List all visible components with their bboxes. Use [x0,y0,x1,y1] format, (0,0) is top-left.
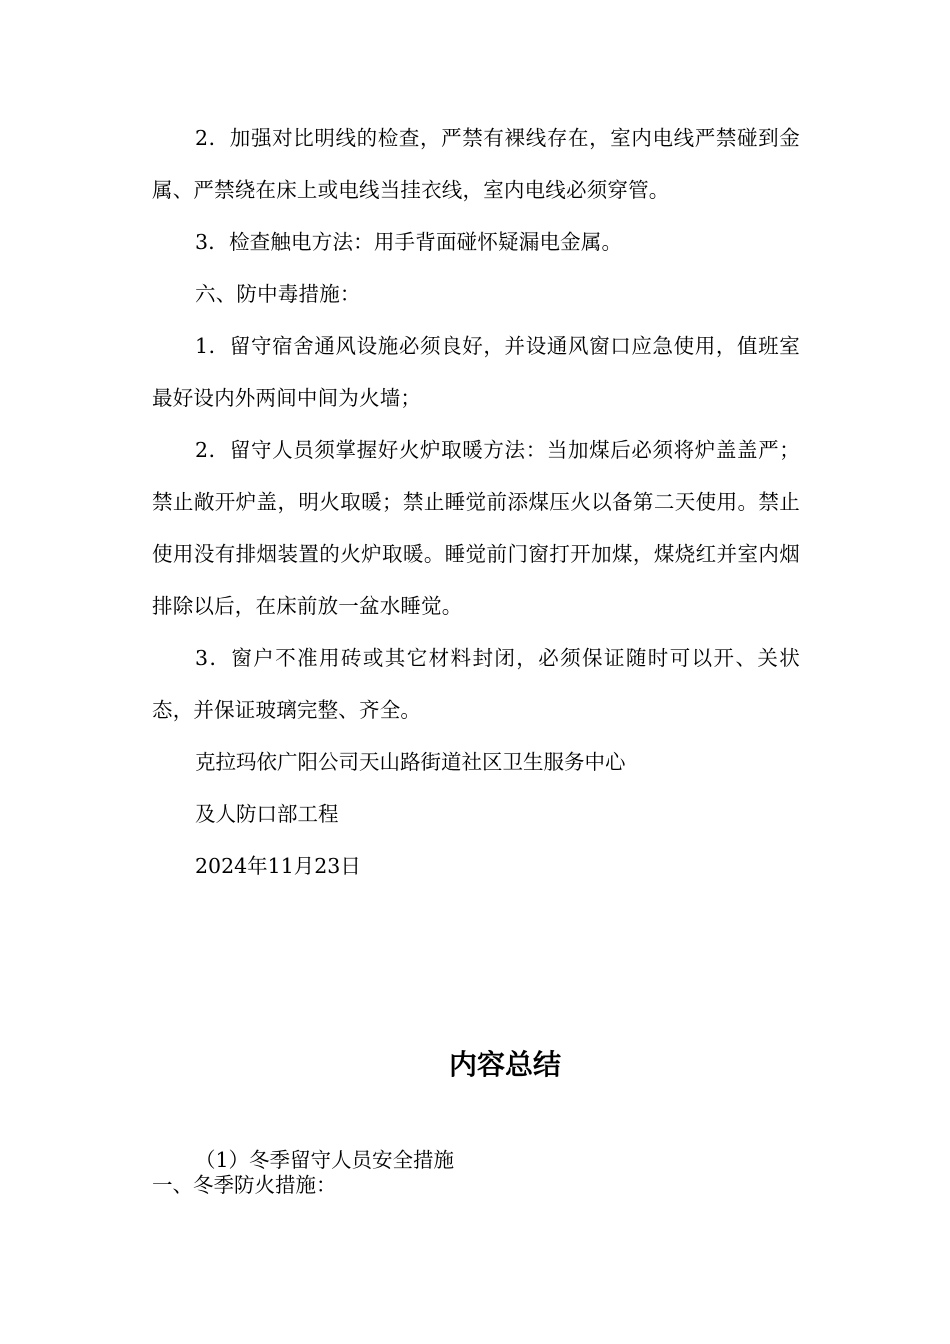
signature-organization: 克拉玛依广阳公司天山路街道社区卫生服务中心 [195,750,626,774]
summary-item-2: 一、冬季防火措施： [152,1173,337,1197]
section-heading-poison-prevention: 六、防中毒措施： [195,282,361,306]
paragraph-stove-heating: 2．留守人员须掌握好火炉取暖方法：当加煤后必须将炉盖盖严；禁止敞开炉盖，明火取暖；禁止睡觉前添煤压火以备第二天使用。禁止使用没有排烟装置的火炉取暖。睡觉前门窗打开加煤，煤烧红并室内烟排除以后，在床前放一盆水睡觉。 [152,438,800,618]
paragraph-wiring-check: 2．加强对比明线的检查，严禁有裸线存在，室内电线严禁碰到金属、严禁绕在床上或电线当挂衣线，室内电线必须穿管。 [152,126,800,202]
summary-title: 内容总结 [448,1048,561,1081]
paragraph-windows: 3．窗户不准用砖或其它材料封闭，必须保证随时可以开、关状态，并保证玻璃完整、齐全。 [152,646,800,722]
paragraph-shock-check: 3．检查触电方法：用手背面碰怀疑漏电金属。 [195,230,623,254]
signature-project: 及人防口部工程 [195,802,339,826]
signature-date: 2024年11月23日 [195,854,361,878]
paragraph-ventilation: 1．留守宿舍通风设施必须良好，并设通风窗口应急使用，值班室最好设内外两间中间为火墙； [152,334,800,410]
summary-item-1: （1）冬季留守人员安全措施 [195,1148,455,1172]
